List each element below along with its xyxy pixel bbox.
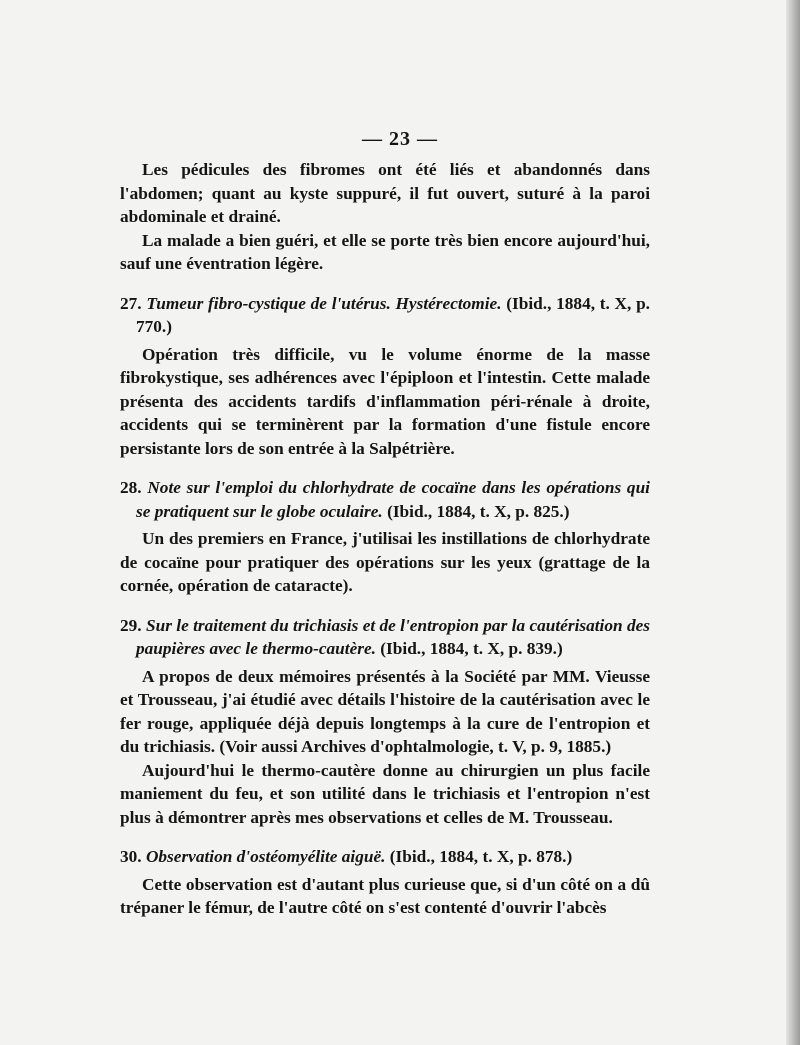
entry-reference: (Ibid., 1884, t. X, p. 839.) [380, 639, 563, 658]
entry-title: Note sur l'emploi du chlorhydrate de cocaïne dans les opérations qui se pratiquent sur le globe oculaire. [136, 478, 650, 521]
entry-reference: (Ibid., 1884, t. X, p. 770.) [136, 293, 651, 336]
entry-title: Tumeur fibro-cystique de l'utérus. Hystérectomie. [146, 293, 502, 313]
entry-reference: (Ibid., 1884, t. X, p. 825.) [387, 501, 570, 521]
entry-29 [120, 614, 650, 661]
paragraph: Opération très difficile, vu le volume énorme de la masse fibrokystique, ses adhérences avec l'épiploon et l'intestin. Cette malade présenta des accidents tardifs d'inflammation péri-rénale à droite, accidents qui se terminèrent par la formation d'une fistule encore persistante lors de son entrée à la Salpétrière. [120, 344, 650, 458]
paragraph: Les pédicules des fibromes ont été liés et abandonnés dans l'abdomen; quant au kyste suppuré, il fut ouvert, suturé à la paroi abdominale et drainé. [120, 160, 650, 226]
paragraph: Cette observation est d'autant plus curieuse que, si d'un côté on a dû trépaner le fémur, de l'autre côté on s'est contenté d'ouvrir l'abcès [120, 874, 650, 917]
entry-number: 29. [120, 615, 142, 635]
paragraph: Un des premiers en France, j'utilisai les instillations de chlorhydrate de cocaïne pour pratiquer des opérations sur les yeux (grattage de la cornée, opération de cataracte). [120, 529, 650, 595]
entry-title: Sur le traitement du trichiasis et de l'entropion par la cautérisation des paupières avec le thermo-cautère. [136, 615, 650, 658]
page-edge-shadow [786, 0, 800, 1045]
entry-number: 30. [120, 847, 142, 866]
entry-title: Observation d'ostéomyélite aiguë. [145, 847, 386, 866]
entry-28 [120, 476, 650, 523]
entry-30 [120, 845, 650, 869]
entry-number: 28. [120, 478, 142, 497]
paragraph: A propos de deux mémoires présentés à la Société par MM. Vieusse et Trousseau, j'ai étudié avec détails l'histoire de la cautérisation avec le fer rouge, appliquée déjà depuis longtemps à la cure de l'entropion et du trichiasis. (Voir aussi Archives d'ophtalmologie, t. V, p. 9, 1885.) [120, 666, 650, 756]
entry-27 [120, 292, 650, 339]
entry-reference: (Ibid., 1884, t. X, p. 878.) [389, 847, 573, 866]
paragraph: La malade a bien guéri, et elle se porte très bien encore aujourd'hui, sauf une éventration légère. [120, 230, 650, 273]
entry-number: 27. [120, 293, 142, 313]
page-number: — 23 — [362, 128, 438, 150]
paragraph: Aujourd'hui le thermo-cautère donne au chirurgien un plus facile maniement du feu, et son utilité dans le trichiasis et l'entropion n'est plus à démontrer après mes observations et celles de M. Trousseau. [120, 760, 650, 827]
body-text [120, 158, 650, 920]
